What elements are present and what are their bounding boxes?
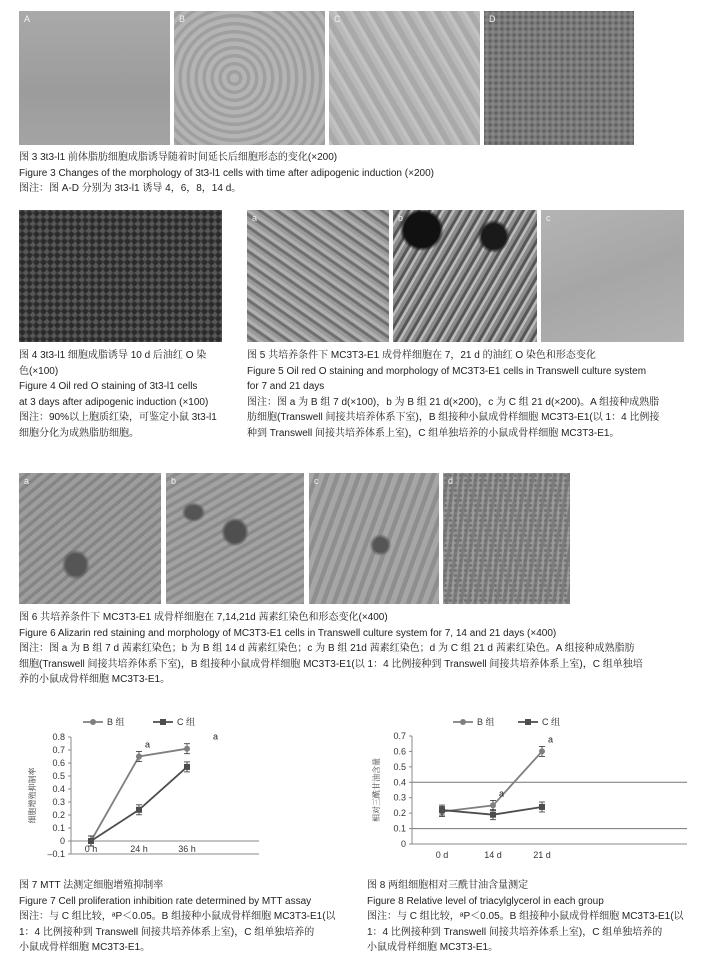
fig3-panel-d <box>484 11 634 145</box>
data-point-circle <box>136 754 142 760</box>
y-tick-label: 0.4 <box>393 777 406 788</box>
caption-line: 图注：图 a 为 B 组 7 d(×100)，b 为 B 组 21 d(×200)，c 为 C 组 21 d(×200)。A 组接种成熟脂 <box>247 396 660 408</box>
data-point-circle <box>539 748 545 754</box>
panel-label: C <box>334 14 341 24</box>
y-tick-label: 0 <box>400 839 406 849</box>
x-tick-label: 14 d <box>484 850 502 860</box>
data-point-circle <box>490 802 496 808</box>
caption-line: Figure 3 Changes of the morphology of 3t3-l1 cells with time after adipogenic induction (×200) <box>19 167 434 179</box>
fig6-panel-c <box>309 473 439 604</box>
x-tick-label: 0 d <box>435 850 449 860</box>
caption-line: 图注：与 C 组比较，ᵃP＜0.05。B 组接种小鼠成骨样细胞 MC3T3-E1(以 <box>367 911 684 922</box>
data-point-square <box>184 764 190 770</box>
caption-line: Figure 7 Cell proliferation inhibition rate determined by MTT assay <box>19 895 312 907</box>
series-line-c <box>91 767 187 841</box>
y-tick-label: 0.6 <box>52 758 65 768</box>
caption-line: 图注：与 C 组比较，ᵃP＜0.05。B 组接种小鼠成骨样细胞 MC3T3-E1(以 <box>19 911 336 922</box>
y-tick-label: –0.1 <box>47 849 65 859</box>
y-tick-label: 0.7 <box>52 745 65 755</box>
y-tick-label: 0.3 <box>393 792 406 803</box>
fig4-image <box>19 210 222 342</box>
panel-label: b <box>398 213 404 223</box>
y-tick-label: 0.5 <box>393 761 406 772</box>
legend-label: C 组 <box>177 717 196 727</box>
y-tick-label: 0.1 <box>393 823 406 834</box>
fig5-panel-a <box>247 210 389 342</box>
fig3-panel-c <box>329 11 480 145</box>
caption-line: 图 3 3t3-l1 前体脂肪细胞成脂诱导随着时间延长后细胞形态的变化(×200) <box>19 152 338 163</box>
fig8-chart <box>367 712 697 872</box>
fig6-panel-a <box>19 473 161 604</box>
caption-line: 细胞分化为成熟脂肪细胞。 <box>19 427 139 439</box>
panel-label: D <box>489 14 496 24</box>
legend-marker <box>525 719 531 725</box>
significance-mark: a <box>548 734 554 745</box>
y-axis-label: 相对三酰甘油含量 <box>372 758 381 822</box>
y-tick-label: 0.3 <box>52 797 65 807</box>
y-tick-label: 0 <box>59 836 65 846</box>
caption-line: 肪细胞(Transwell 间接共培养体系下室)，B 组接种小鼠成骨样细胞 MC3T3-E1(以 1：4 比例接 <box>247 412 660 423</box>
fig6-panel-b <box>166 473 304 604</box>
panel-label: d <box>448 476 454 486</box>
x-tick-label: 0 h <box>84 844 98 854</box>
panel-label: c <box>314 476 319 486</box>
fig5-panel-b <box>393 210 537 342</box>
y-tick-label: 0.6 <box>393 746 406 757</box>
fig7-caption <box>19 878 336 956</box>
caption-line: 色(×100) <box>19 365 59 377</box>
data-point-circle <box>184 746 190 752</box>
y-tick-label: 0.8 <box>52 732 65 742</box>
caption-line: 图注：图 a 为 B 组 7 d 茜素红染色；b 为 B 组 14 d 茜素红染色；c 为 B 组 21d 茜素红染色；d 为 C 组 21 d 茜素红染色。A 组接种成熟脂肪 <box>19 643 635 654</box>
panel-label: c <box>546 213 551 223</box>
fig5-panel-c <box>541 210 684 342</box>
data-point-square <box>490 812 496 818</box>
panel-label: A <box>24 14 31 24</box>
y-tick-label: 0.5 <box>52 771 65 781</box>
triacylglycerol-line-chart <box>367 712 697 872</box>
caption-line: Figure 6 Alizarin red staining and morphology of MC3T3-E1 cells in Transwell culture system for 7, 14 and 21 days (×400) <box>19 627 557 639</box>
x-tick-label: 36 h <box>178 844 196 854</box>
caption-line: 图 5 共培养条件下 MC3T3-E1 成骨样细胞在 7，21 d 的油红 O 染色和形态变化 <box>247 350 596 361</box>
caption-line: 小鼠成骨样细胞 MC3T3-E1。 <box>367 942 499 953</box>
caption-line: 图 7 MTT 法测定细胞增殖抑制率 <box>19 880 164 891</box>
panel-label: b <box>171 476 177 486</box>
y-tick-label: 0.1 <box>52 823 65 833</box>
significance-mark: a <box>499 788 505 799</box>
fig3-caption <box>19 150 434 197</box>
caption-line: 小鼠成骨样细胞 MC3T3-E1。 <box>19 942 151 953</box>
fig5-caption <box>247 348 659 441</box>
fig8-caption <box>367 878 684 956</box>
mtt-line-chart <box>19 712 279 872</box>
caption-line: 种到 Transwell 间接共培养体系上室)，C 组单独培养的小鼠成骨样细胞 MC3T3-E1。 <box>247 427 620 439</box>
series-line-b <box>91 749 187 841</box>
caption-line: 图注：90%以上胞质红染，可鉴定小鼠 3t3-l1 <box>19 412 217 423</box>
y-tick-label: 0.4 <box>52 784 65 794</box>
y-tick-label: 0.7 <box>393 731 406 741</box>
caption-line: for 7 and 21 days <box>247 381 325 392</box>
fig7-chart <box>19 712 279 872</box>
caption-line: 1：4 比例接种到 Transwell 间接共培养体系上室)，C 组单独培养的 <box>19 926 315 938</box>
legend-label: C 组 <box>542 717 561 727</box>
fig6-panel-d <box>443 473 570 604</box>
legend-marker <box>460 719 466 725</box>
series-line-b <box>442 751 542 811</box>
caption-line: 细胞(Transwell 间接共培养体系下室)，B 组接种小鼠成骨样细胞 MC3T3-E1(以 1：4 比例接种到 Transwell 间接共培养体系上室)，C 组单独培 <box>19 658 643 670</box>
legend-marker <box>160 719 166 725</box>
caption-line: Figure 5 Oil red O staining and morphology of MC3T3-E1 cells in Transwell culture system <box>247 365 647 377</box>
fig3-panel-b <box>174 11 325 145</box>
caption-line: Figure 4 Oil red O staining of 3t3-l1 cells <box>19 381 198 392</box>
panel-label: a <box>24 476 30 486</box>
panel-label: B <box>179 14 186 24</box>
significance-mark: a <box>213 731 219 742</box>
caption-line: at 3 days after adipogenic induction (×100) <box>19 396 209 408</box>
significance-mark: a <box>145 739 151 750</box>
legend-label: B 组 <box>107 717 125 727</box>
caption-line: Figure 8 Relative level of triacylglycerol in each group <box>367 895 604 907</box>
legend-label: B 组 <box>477 717 495 727</box>
x-tick-label: 21 d <box>533 850 551 860</box>
legend-marker <box>90 719 96 725</box>
caption-line: 图 6 共培养条件下 MC3T3-E1 成骨样细胞在 7,14,21d 茜素红染色和形态变化(×400) <box>19 612 388 623</box>
caption-line: 1：4 比例接种到 Transwell 间接共培养体系上室)，C 组单独培养的 <box>367 926 663 938</box>
data-point-square <box>136 807 142 813</box>
panel-label: a <box>252 213 258 223</box>
y-tick-label: 0.2 <box>52 810 65 820</box>
caption-line: 图 4 3t3-l1 细胞成脂诱导 10 d 后油红 O 染 <box>19 350 207 361</box>
caption-line: 图 8 两组细胞相对三酰甘油含量测定 <box>367 880 529 891</box>
fig6-caption <box>19 610 643 688</box>
y-axis-label: 细胞增殖抑制率 <box>28 767 37 824</box>
data-point-square <box>539 804 545 810</box>
data-point-square <box>88 838 94 844</box>
fig4-caption <box>19 348 217 441</box>
x-tick-label: 24 h <box>130 844 148 854</box>
data-point-square <box>439 807 445 813</box>
caption-line: 图注：图 A-D 分别为 3t3-l1 诱导 4，6，8，14 d。 <box>19 183 242 194</box>
caption-line: 养的小鼠成骨样细胞 MC3T3-E1。 <box>19 674 171 685</box>
fig3-panel-a <box>19 11 170 145</box>
y-tick-label: 0.2 <box>393 808 406 819</box>
